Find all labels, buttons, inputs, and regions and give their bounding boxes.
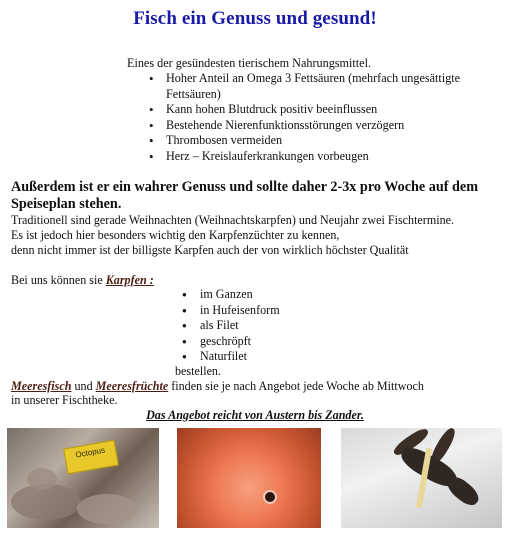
karpfen-forms-list: [182, 287, 280, 365]
benefit-item: • Bestehende Nierenfunktionsstörungen verzögern: [150, 118, 470, 134]
karpfen-form-item: ● als Filet: [182, 318, 280, 334]
benefit-item: • Herz – Kreislauferkrankungen vorbeugen: [150, 149, 470, 165]
und-text: und: [71, 379, 96, 393]
octopus-sign: Octopus: [63, 440, 119, 475]
karpfen-form-item: ● Naturfilet: [182, 349, 280, 365]
lobster-photo: [341, 428, 502, 528]
meeresfisch-link[interactable]: Meeresfisch: [11, 379, 72, 393]
paragraph-line: Traditionell sind gerade Weihnachten (Weihnachtskarpfen) und Neujahr zwei Fischtermine.: [11, 213, 455, 227]
benefit-item: • Thrombosen vermeiden: [150, 133, 470, 149]
karpfen-form-item: ● im Ganzen: [182, 287, 280, 303]
karpfen-link[interactable]: Karpfen :: [105, 273, 154, 287]
paragraph-line: denn nicht immer ist der billigste Karpfen auch der von wirklich höchster Qualität: [11, 243, 409, 257]
benefit-item: • Kann hohen Blutdruck positiv beeinflussen: [150, 102, 470, 118]
karpfen-form-item: ● geschröpft: [182, 334, 280, 350]
meeres-line-2: in unserer Fischtheke.: [11, 393, 118, 407]
meeres-line: [11, 379, 424, 394]
paragraph-line: Es ist jedoch hier besonders wichtig den Karpfenzüchter zu kennen,: [11, 228, 340, 242]
intro-text: Eines der gesündesten tierischem Nahrungsmittel.: [127, 56, 372, 70]
bestellen-text: bestellen.: [175, 364, 222, 378]
highlight-paragraph: Außerdem ist er ein wahrer Genuss und sollte daher 2-3x pro Woche auf dem Speiseplan stehen.: [11, 179, 479, 212]
karpfen-intro: Bei uns können sie: [11, 273, 106, 287]
benefits-list: [150, 71, 470, 165]
karpfen-form-item: ● in Hufeisenform: [182, 303, 280, 319]
page-title: Fisch ein Genuss und gesund!: [133, 8, 377, 29]
karpfen-line: [11, 273, 154, 288]
meeresfruechte-link[interactable]: Meeresfrüchte: [95, 379, 169, 393]
offer-text: Das Angebot reicht von Austern bis Zander.: [146, 408, 364, 422]
red-fish-photo: [177, 428, 321, 528]
benefit-item: • Hoher Anteil an Omega 3 Fettsäuren (mehrfach ungesättigte Fettsäuren): [150, 71, 470, 102]
meeres-tail-text: finden sie je nach Angebot jede Woche ab Mittwoch: [168, 379, 424, 393]
octopus-photo: [7, 428, 159, 528]
